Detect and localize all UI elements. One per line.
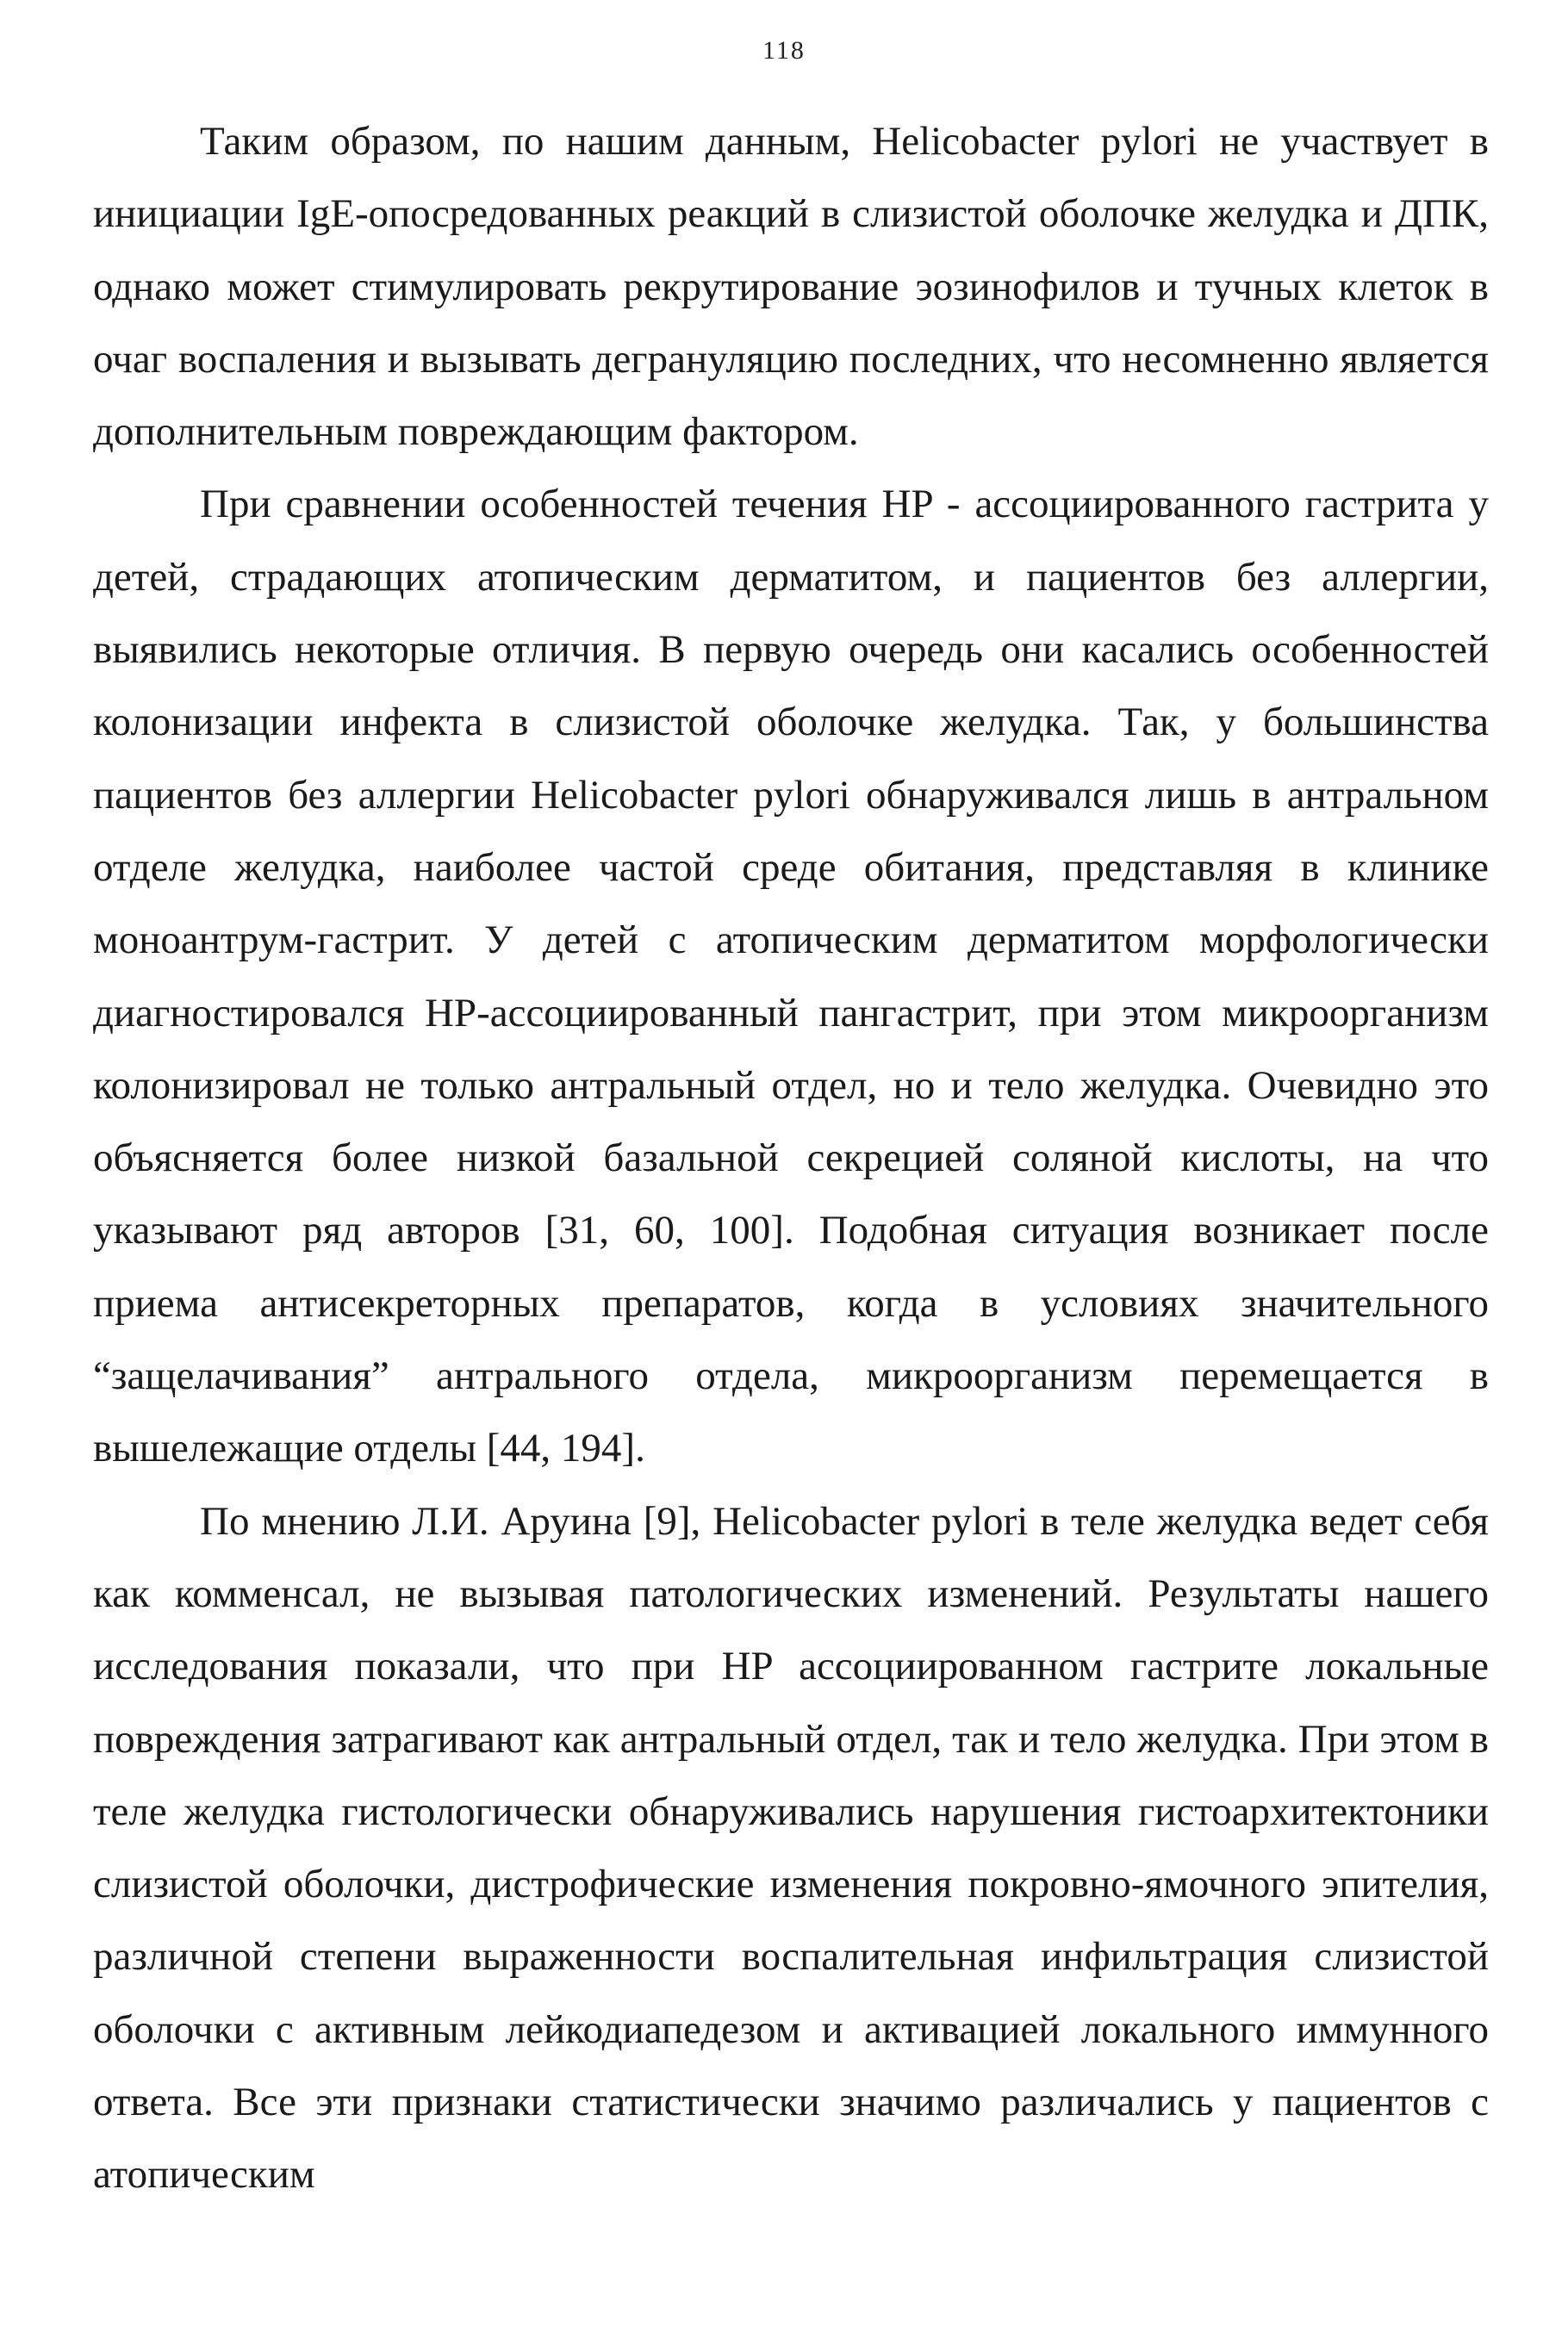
paragraph-2: При сравнении особенностей течения HP - ассоциированного гастрита у детей, страдающих атопическим дерматитом, и пациентов без аллергии, выявились некоторые отличия. В первую очередь они касались особенностей колонизации инфекта в слизистой оболочке желудка. Так, у большинства пациентов без аллергии Helicobacter pylori обнаруживался лишь в антральном отделе желудка, наиболее частой среде обитания, представляя в клинике моноантрум-гастрит. У детей с атопическим дерматитом морфологически диагностировался HP-ассоциированный пангастрит, при этом микроорганизм колонизировал не только антральный отдел, но и тело желудка. Очевидно это объясняется более низкой базальной секрецией соляной кислоты, на что указывают ряд авторов [31, 60, 100]. Подобная ситуация возникает после приема антисекреторных препаратов, когда в условиях значительного “защелачивания” антрального отдела, микроорганизм перемещается в вышележащие отделы [44, 194]. — [93, 482, 1489, 1471]
text-body — [93, 105, 1489, 2211]
paragraph-3: По мнению Л.И. Аруина [9], Helicobacter pylori в теле желудка ведет себя как комменсал, не вызывая патологических изменений. Результаты нашего исследования показали, что при HP ассоциированном гастрите локальные повреждения затрагивают как антральный отдел, так и тело желудка. При этом в теле желудка гистологически обнаруживались нарушения гистоархитектоники слизистой оболочки, дистрофические изменения покровно-ямочного эпителия, различной степени выраженности воспалительная инфильтрация слизистой оболочки с активным лейкодиапедезом и активацией локального иммунного ответа. Все эти признаки статистически значимо различались у пациентов с атопическим — [93, 1498, 1489, 2198]
paragraph-1: Таким образом, по нашим данным, Helicobacter pylori не участвует в инициации IgE-опосредованных реакций в слизистой оболочке желудка и ДПК, однако может стимулировать рекрутирование эозинофилов и тучных клеток в очаг воспаления и вызывать дегрануляцию последних, что несомненно является дополнительным повреждающим фактором. — [93, 119, 1489, 455]
page-number: 118 — [762, 36, 806, 65]
